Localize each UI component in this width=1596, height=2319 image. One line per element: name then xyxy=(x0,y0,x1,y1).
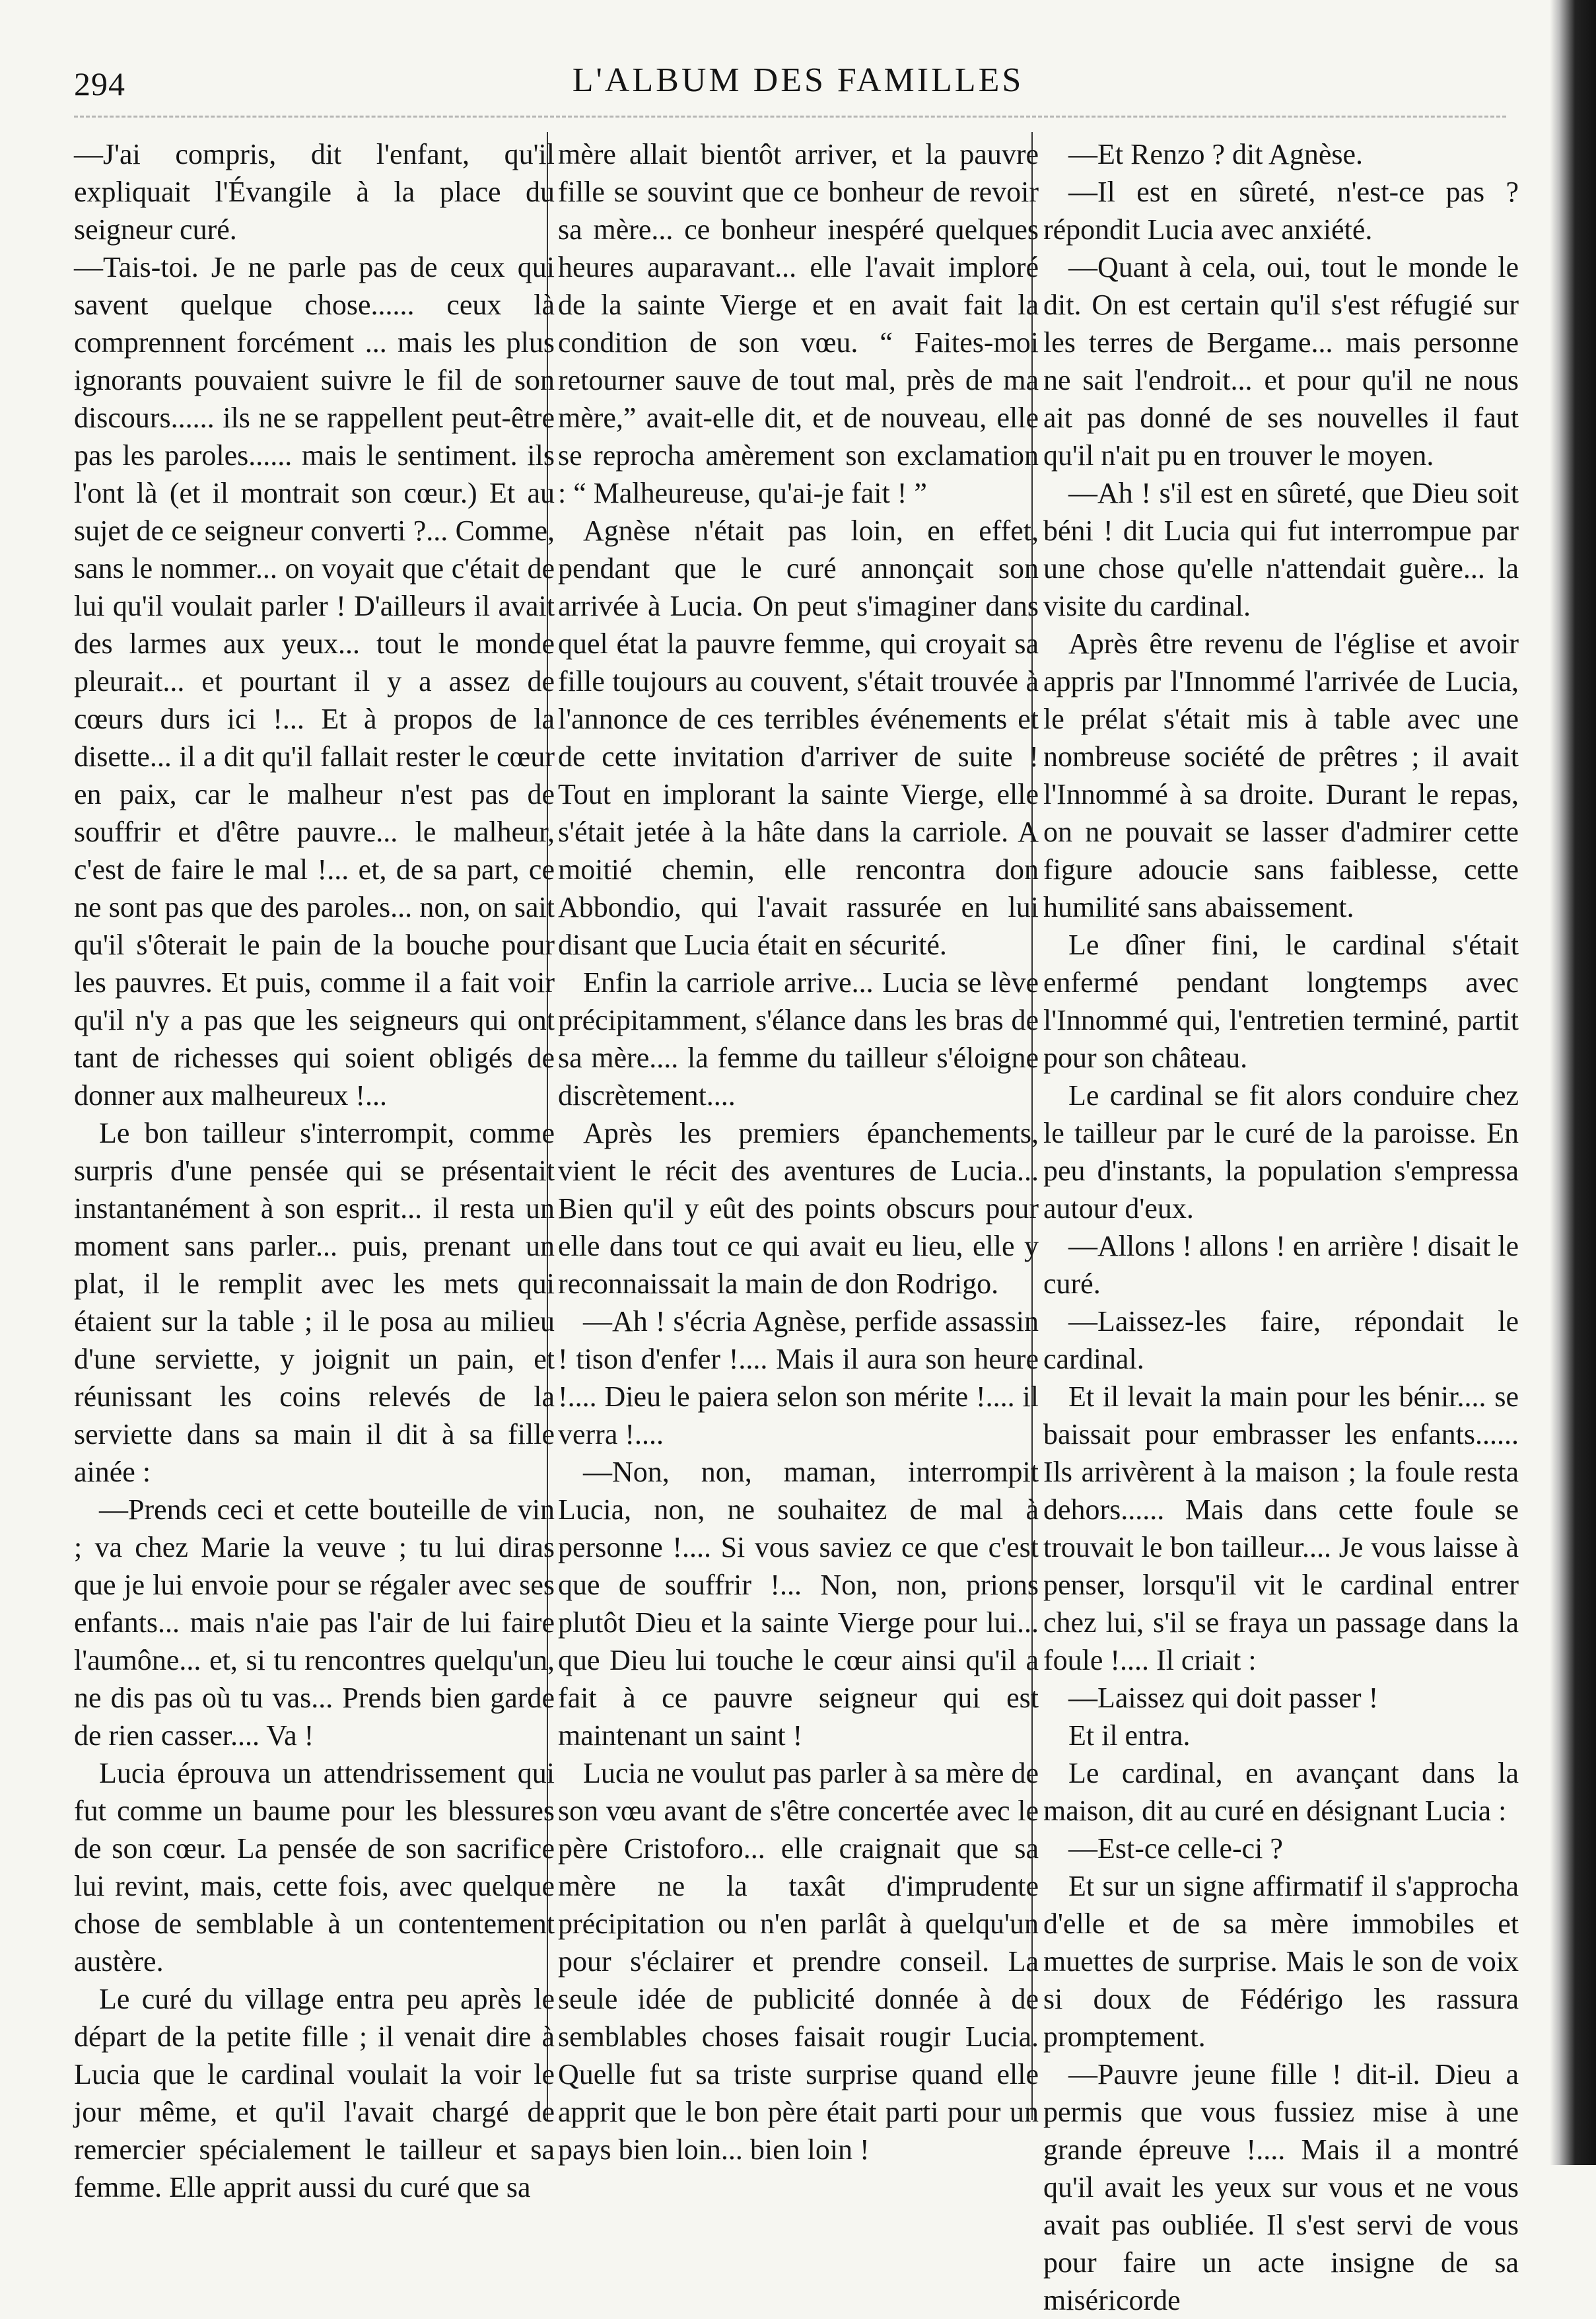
paragraph: —Laissez qui doit passer ! xyxy=(1068,1682,1379,1714)
paragraph: mère allait bientôt arriver, et la pauvre fille se souvint que ce bonheur de revoir sa mère... ce bonheur inespéré quelques heures auparavant... elle l'avait imploré de la sainte Vierge et en avait fait la condition de son vœu. “ Faites-moi retourner sauve de tout mal, près de ma mère,” avait-elle dit, et de nouveau, elle se reprocha amèrement son exclamation : “ Malheureuse, qu'ai-je fait ! ” xyxy=(558,138,1039,509)
paragraph: Après les premiers épanchements, vient le récit des aventures de Lucia... Bien qu'il y eût des points obscurs pour elle dans tout ce qui avait eu lieu, elle y reconnaissait la main de don Rodrigo. xyxy=(558,1117,1039,1300)
paragraph: —Pauvre jeune fille ! dit-il. Dieu a permis que vous fussiez mise à une grande épreuve !.... Mais il a montré qu'il avait les yeux sur vous et ne vous avait pas oubliée. Il s'est servi de vous pour faire un acte insigne de sa miséricorde xyxy=(1043,2058,1519,2316)
paragraph: —Tais-toi. Je ne parle pas de ceux qui savent quelque chose...... ceux là comprennent forcément ... mais les plus ignorants pouvaient suivre le fil de son discours...... ils ne se rappellent peut-être pas les paroles...... mais le sentiment. ils l'ont là (et il montrait son cœur.) Et au sujet de ce seigneur converti ?... Comme, sans le nommer... on voyait que c'était de lui qu'il voulait parler ! D'ailleurs il avait des larmes aux yeux... tout le monde pleurait... et pourtant il y a assez de cœurs durs ici !... Et à propos de la disette... il a dit qu'il fallait rester le cœur en paix, car le malheur n'est pas de souffrir et d'être pauvre... le malheur, c'est de faire le mal !... et, de sa part, ce ne sont pas que des paroles... non, on sait qu'il s'ôterait le pain de la bouche pour les pauvres. Et puis, comme il a fait voir qu'il n'y a pas que les seigneurs qui ont tant de richesses qui soient obligés de donner aux malheureux !... xyxy=(74,251,555,1112)
paragraph: Agnèse n'était pas loin, en effet, pendant que le curé annonçait son arrivée à Lucia. On peut s'imaginer dans quel état la pauvre femme, qui croyait sa fille toujours au couvent, s'était trouvée à l'annonce de ces terribles événements et de cette invitation d'arriver de suite ! Tout en implorant la sainte Vierge, elle s'était jetée à la hâte dans la carriole. A moitié chemin, elle rencontra don Abbondio, qui l'avait rassurée en lui disant que Lucia était en sécurité. xyxy=(558,515,1039,961)
paragraph: —Ah ! s'il est en sûreté, que Dieu soit béni ! dit Lucia qui fut interrompue par une chose qu'elle n'attendait guère... la visite du cardinal. xyxy=(1043,477,1519,622)
paragraph: Et il entra. xyxy=(1068,1719,1191,1752)
text-column-2 xyxy=(558,135,1039,2166)
paragraph: —Prends ceci et cette bouteille de vin ; va chez Marie la veuve ; tu lui diras que je lui envoie pour se régaler avec ses enfants... mais n'aie pas l'air de lui faire l'aumône... et, si tu rencontres quelqu'un, ne dis pas où tu vas... Prends bien garde de rien casser.... Va ! xyxy=(74,1493,555,1752)
paragraph: Lucia ne voulut pas parler à sa mère de son vœu avant de s'être concertée avec le père Cristoforo... elle craignait que sa mère ne la taxât d'imprudente précipitation ou n'en parlât à quelqu'un pour s'éclairer et prendre conseil. La seule idée de publicité donnée à de semblables choses faisait rougir Lucia. Quelle fut sa triste surprise quand elle apprit que le bon père était parti pour un pays bien loin... bien loin ! xyxy=(558,1757,1039,2166)
paragraph: Le dîner fini, le cardinal s'était enfermé pendant longtemps avec l'Innommé qui, l'entretien terminé, partit pour son château. xyxy=(1043,929,1519,1074)
paragraph: Et sur un signe affirmatif il s'approcha d'elle et de sa mère immobiles et muettes de surprise. Mais le son de voix si doux de Fédérigo les rassura promptement. xyxy=(1043,1870,1519,2053)
page-number: 294 xyxy=(74,65,125,102)
header-rule xyxy=(74,116,1506,118)
paragraph: Le cardinal se fit alors conduire chez le tailleur par le curé de la paroisse. En peu d'instants, la population s'empressa autour d'eux. xyxy=(1043,1079,1519,1225)
paragraph: —Quant à cela, oui, tout le monde le dit. On est certain qu'il s'est réfugié sur les terres de Bergame... mais personne ne sait l'endroit... et pour qu'il ne nous ait pas donné de ses nouvelles il faut qu'il n'ait pu en trouver le moyen. xyxy=(1043,251,1519,472)
paragraph: Le bon tailleur s'interrompit, comme surpris d'une pensée qui se présentait instantanément à son esprit... il resta un moment sans parler... puis, prenant un plat, il le remplit avec les mets qui étaient sur la table ; il le posa au milieu d'une serviette, y joignit un pain, et réunissant les coins relevés de la serviette dans sa main il dit à sa fille ainée : xyxy=(74,1117,555,1488)
running-title: L'ALBUM DES FAMILLES xyxy=(572,61,1024,99)
paragraph: Le curé du village entra peu après le départ de la petite fille ; il venait dire à Lucia que le cardinal voulait la voir le jour même, et qu'il l'avait chargé de remercier spécialement le tailleur et sa femme. Elle apprit aussi du curé que sa xyxy=(74,1983,555,2203)
text-column-1 xyxy=(74,135,555,2203)
paragraph: —Et Renzo ? dit Agnèse. xyxy=(1068,138,1364,170)
paragraph: —Il est en sûreté, n'est-ce pas ? répondit Lucia avec anxiété. xyxy=(1043,176,1519,246)
text-column-3 xyxy=(1043,135,1519,2316)
paragraph: —Allons ! allons ! en arrière ! disait le curé. xyxy=(1043,1230,1519,1300)
paragraph: Le cardinal, en avançant dans la maison, dit au curé en désignant Lucia : xyxy=(1043,1757,1519,1827)
paragraph: Après être revenu de l'église et avoir appris par l'Innommé l'arrivée de Lucia, le prélat s'était mis à table avec une nombreuse société de prêtres ; il avait l'Innommé à sa droite. Durant le repas, on ne pouvait se lasser d'admirer cette figure adoucie sans faiblesse, cette humilité sans abaissement. xyxy=(1043,627,1519,923)
paragraph: —Est-ce celle-ci ? xyxy=(1068,1832,1283,1865)
paragraph: Enfin la carriole arrive... Lucia se lève précipitamment, s'élance dans les bras de sa mère.... la femme du tailleur s'éloigne discrètement.... xyxy=(558,966,1039,1112)
paragraph: —J'ai compris, dit l'enfant, qu'il expliquait l'Évangile à la place du seigneur curé. xyxy=(74,138,555,246)
paragraph: —Ah ! s'écria Agnèse, perfide assassin ! tison d'enfer !.... Mais il aura son heure !.... Dieu le paiera selon son mérite !.... il verra !.... xyxy=(558,1305,1039,1450)
paragraph: Lucia éprouva un attendrissement qui fut comme un baume pour les blessures de son cœur. La pensée de son sacrifice lui revint, mais, cette fois, avec quelque chose de semblable à un contentement austère. xyxy=(74,1757,555,1978)
paragraph: —Laissez-les faire, répondait le cardinal. xyxy=(1043,1305,1519,1375)
page-edge-shadow xyxy=(1550,0,1596,2165)
paragraph: —Non, non, maman, interrompit Lucia, non, ne souhaitez de mal à personne !.... Si vous saviez ce que c'est que de souffrir !... Non, non, prions plutôt Dieu et la sainte Vierge pour lui... que Dieu lui touche le cœur ainsi qu'il a fait à ce pauvre seigneur qui est maintenant un saint ! xyxy=(558,1456,1039,1752)
paragraph: Et il levait la main pour les bénir.... se baissait pour embrasser les enfants...... Ils arrivèrent à la maison ; la foule resta dehors...... Mais dans cette foule se trouvait le bon tailleur.... Je vous laisse à penser, lorsqu'il vit le cardinal entrer chez lui, s'il se fraya un passage dans la foule !.... Il criait : xyxy=(1043,1380,1519,1676)
